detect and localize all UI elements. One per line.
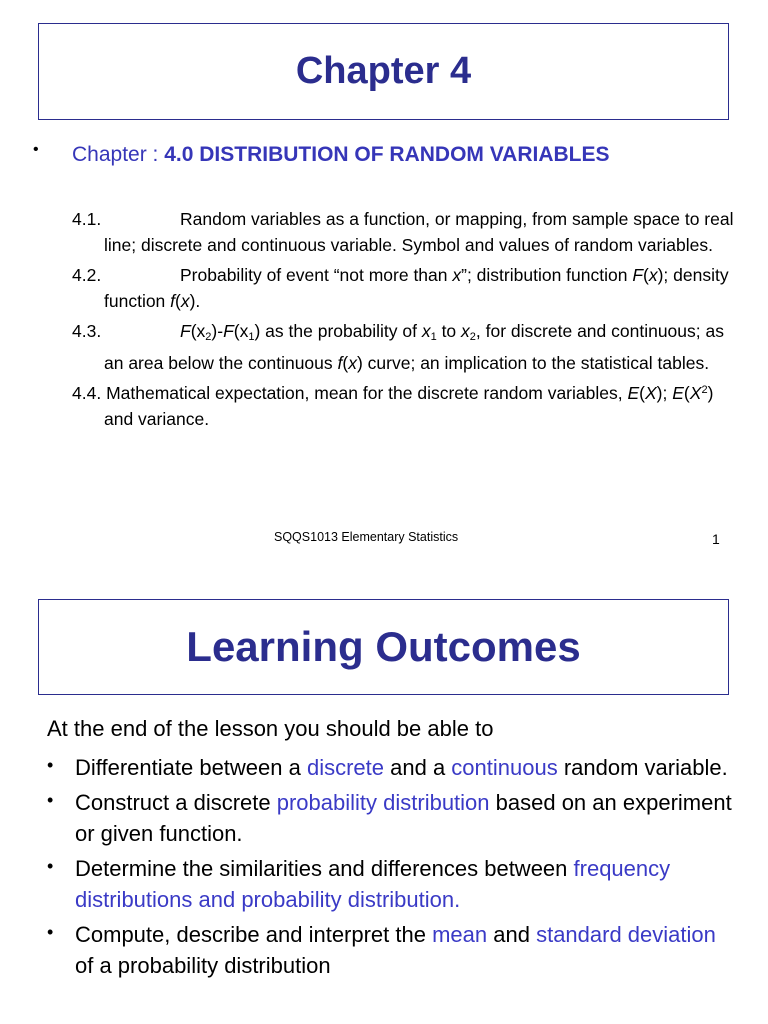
page-number: 1 — [712, 531, 720, 547]
outcome-highlight: frequency distributions and probability distribution. — [75, 856, 671, 912]
topic-item — [72, 318, 742, 376]
list-item — [47, 919, 737, 981]
topic-text: and variance. — [104, 409, 210, 429]
math-expr: $x_1$ — [421, 321, 437, 343]
outcome-text: based on an experiment or given function. — [75, 790, 732, 846]
outcome-text: and — [487, 922, 537, 947]
bullet-icon: • — [47, 922, 54, 942]
math-expr: $x_2$ — [461, 321, 476, 343]
bullet-icon: • — [33, 141, 39, 158]
outcome-text: random variable. — [557, 755, 728, 780]
outcome-highlight: mean — [432, 922, 488, 947]
math-expr: E(X); $E(X^2)$ — [627, 383, 714, 403]
topic-text: to — [441, 321, 457, 341]
topic-text: Mathematical expectation, mean for the discrete random variables, — [106, 383, 623, 403]
topic-text: , for discrete and continuous; as an area below the continuous — [104, 321, 724, 373]
chapter-prefix: Chapter : — [72, 143, 165, 166]
slide-footer: SQQS1013 Elementary Statistics — [274, 530, 459, 544]
outcome-text: Differentiate between a — [75, 755, 307, 780]
list-item — [47, 853, 737, 915]
topic-number: 4.3. — [72, 321, 102, 341]
topic-item — [72, 380, 742, 432]
topic-text: ( — [175, 291, 181, 311]
math-var: x — [180, 291, 190, 311]
topic-list — [72, 206, 742, 436]
outcome-text: Compute, describe and interpret the — [75, 922, 433, 947]
outcomes-list — [47, 752, 737, 985]
outcome-highlight: continuous — [451, 755, 558, 780]
bullet-icon: • — [47, 755, 54, 775]
topic-number: 4.1. — [72, 209, 102, 229]
outcome-highlight: discrete — [306, 755, 385, 780]
slide-title-box — [38, 23, 729, 120]
topic-text: Probability of event “not more than — [180, 265, 453, 285]
chapter-heading — [72, 143, 610, 167]
slide-2 — [0, 580, 768, 1024]
list-item — [47, 787, 737, 849]
math-var: f — [170, 291, 176, 311]
outcome-text: of a probability distribution — [75, 953, 331, 978]
math-var: x — [648, 265, 658, 285]
math-expr: f(x) — [337, 353, 363, 373]
math-expr: $F(x_2)-F(x_1)$ — [180, 321, 261, 343]
bullet-icon: • — [47, 856, 54, 876]
outcomes-intro: At the end of the lesson you should be able to — [47, 716, 494, 741]
outcome-highlight: probability distribution — [276, 790, 490, 815]
slide-title-box — [38, 599, 729, 695]
math-var: x — [452, 265, 462, 285]
topic-number: 4.4. — [72, 383, 102, 403]
topic-text: as the probability of — [265, 321, 417, 341]
outcome-text: Determine the similarities and differences between — [75, 856, 574, 881]
topic-text: ( — [643, 265, 649, 285]
outcome-text: Construct a discrete — [75, 790, 277, 815]
topic-item — [72, 262, 742, 314]
chapter-code: 4.0 DISTRIBUTION OF RANDOM VARIABLES — [164, 143, 610, 166]
list-item — [47, 752, 737, 783]
slide-title: Learning Outcomes — [186, 623, 581, 670]
topic-text: curve; an implication to the statistical tables. — [367, 353, 710, 373]
outcome-highlight: standard deviation — [536, 922, 716, 947]
outcome-text: and a — [384, 755, 452, 780]
slide-title: Chapter 4 — [295, 50, 472, 92]
topic-text: ”; distribution function — [461, 265, 633, 285]
topic-text: Random variables as a function, or mapping, from sample space to real line; discrete and continuous variable. Symbol and values of random variables. — [104, 209, 734, 255]
topic-text: ); density function — [104, 265, 729, 311]
math-var: F — [632, 265, 644, 285]
topic-text: ). — [189, 291, 201, 311]
topic-number: 4.2. — [72, 265, 102, 285]
bullet-icon: • — [47, 790, 54, 810]
topic-item — [72, 206, 742, 258]
